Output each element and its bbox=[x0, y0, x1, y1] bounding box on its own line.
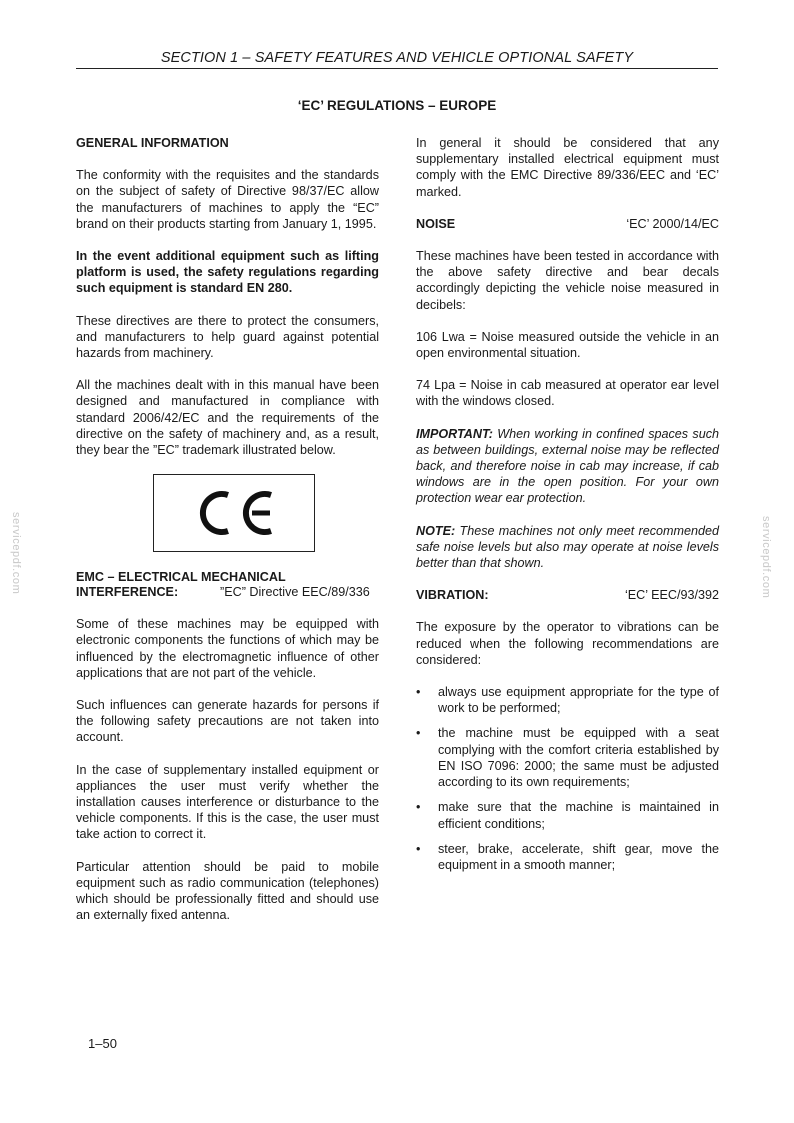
paragraph-mobile-equipment: Particular attention should be paid to mobile equipment such as radio communication (telephones) which should be professionally fitted and should use an externally fixed antenna. bbox=[76, 859, 379, 923]
vibration-recommendations-list bbox=[416, 684, 719, 873]
paragraph-compliance: All the machines dealt with in this manual have been designed and manufactured in compliance with standard 2006/42/EC and the requirements of the directive on the safety of machinery and, as a result, they bear the ”EC” trademark illustrated below. bbox=[76, 378, 379, 458]
general-information-heading: GENERAL INFORMATION bbox=[76, 136, 229, 150]
watermark-right: servicepdf.com bbox=[760, 516, 772, 599]
page-title: ‘EC’ REGULATIONS – EUROPE bbox=[297, 98, 497, 113]
bullet: • bbox=[416, 726, 421, 741]
left-column bbox=[76, 135, 379, 940]
note bbox=[416, 523, 719, 572]
paragraph-emc-compliance: In general it should be considered that any supplementary installed electrical equipment must comply with the EMC Directive 89/336/EEC and ‘EC’ marked. bbox=[416, 136, 719, 199]
note-text: These machines not only meet recommended safe noise levels but also may operate at noise levels better than that shown. bbox=[416, 523, 720, 571]
ce-mark-box bbox=[153, 474, 315, 552]
important-label: IMPORTANT: bbox=[416, 426, 493, 441]
paragraph-supplementary-equipment: In the case of supplementary installed equipment or appliances the user must verify whether the installation causes interference or disturbance to the vehicle components. If this is the case, the user must take action to correct it. bbox=[76, 762, 379, 842]
page-number: 1–50 bbox=[88, 1036, 117, 1051]
vibration-directive-ref: ‘EC’ EEC/93/392 bbox=[624, 588, 719, 603]
list-item: • always use equipment appropriate for the type of work to be performed; bbox=[416, 685, 719, 716]
paragraph-directives: These directives are there to protect the consumers, and manufacturers to help guard against potential hazards from machinery. bbox=[76, 313, 379, 361]
important-text: When working in confined spaces such as between buildings, external noise may be reflected back, and therefore noise in cab may increase, if cab windows are in the open position. For your own protection wear ear protection. bbox=[416, 426, 719, 506]
emc-heading-label: INTERFERENCE: bbox=[76, 585, 179, 600]
bullet: • bbox=[416, 685, 421, 700]
paragraph-lifting-platform: In the event additional equipment such as lifting platform is used, the safety regulations regarding such equipment is standard EN 280. bbox=[76, 249, 379, 296]
bullet: • bbox=[416, 800, 421, 815]
emc-heading bbox=[76, 570, 379, 600]
noise-label: NOISE bbox=[416, 216, 456, 231]
list-item: • steer, brake, accelerate, shift gear, move the equipment in a smooth manner; bbox=[416, 841, 719, 872]
vibration-heading bbox=[416, 587, 719, 603]
paragraph-noise-tested: These machines have been tested in accordance with the above safety directive and bear decals accordingly depicting the vehicle noise measured in decibels: bbox=[416, 249, 719, 312]
section-header: SECTION 1 – SAFETY FEATURES AND VEHICLE OPTIONAL SAFETY bbox=[76, 50, 718, 69]
ce-mark-logo bbox=[192, 488, 276, 538]
paragraph-electronic-components: Some of these machines may be equipped with electronic components the functions of which may be influenced by the electromagnetic influence of other applications that are not part of the vehicle. bbox=[76, 617, 379, 680]
right-column bbox=[416, 135, 719, 882]
bullet: • bbox=[416, 841, 421, 856]
vibration-label: VIBRATION: bbox=[416, 588, 489, 603]
watermark-left: servicepdf.com bbox=[10, 512, 22, 595]
paragraph-hazards: Such influences can generate hazards for persons if the following safety precautions are not taken into account. bbox=[76, 698, 379, 745]
paragraph-lpa: 74 Lpa = Noise in cab measured at operator ear level with the windows closed. bbox=[416, 378, 719, 409]
list-item: • the machine must be equipped with a seat complying with the comfort criteria established by EN ISO 7096: 2000; the same must be adjusted according to its own requirements; bbox=[416, 726, 719, 790]
noise-directive-ref: ‘EC’ 2000/14/EC bbox=[626, 216, 719, 231]
noise-heading bbox=[416, 216, 719, 232]
emc-directive-ref: ”EC” Directive EEC/89/336 bbox=[220, 585, 370, 600]
paragraph-conformity: The conformity with the requisites and the standards on the subject of safety of Directive 98/37/EC allow the manufacturers of machines to apply the “EC” brand on their products starting from January 1, 1995. bbox=[76, 168, 379, 231]
list-item: • make sure that the machine is maintained in efficient conditions; bbox=[416, 800, 719, 831]
paragraph-lwa: 106 Lwa = Noise measured outside the vehicle in an open environmental situation. bbox=[416, 329, 719, 361]
important-note bbox=[416, 426, 719, 507]
paragraph-vibration: The exposure by the operator to vibrations can be reduced when the following recommendations are considered: bbox=[416, 620, 719, 667]
note-label: NOTE: bbox=[416, 523, 456, 538]
emc-heading-line1: EMC – ELECTRICAL MECHANICAL bbox=[76, 570, 286, 585]
